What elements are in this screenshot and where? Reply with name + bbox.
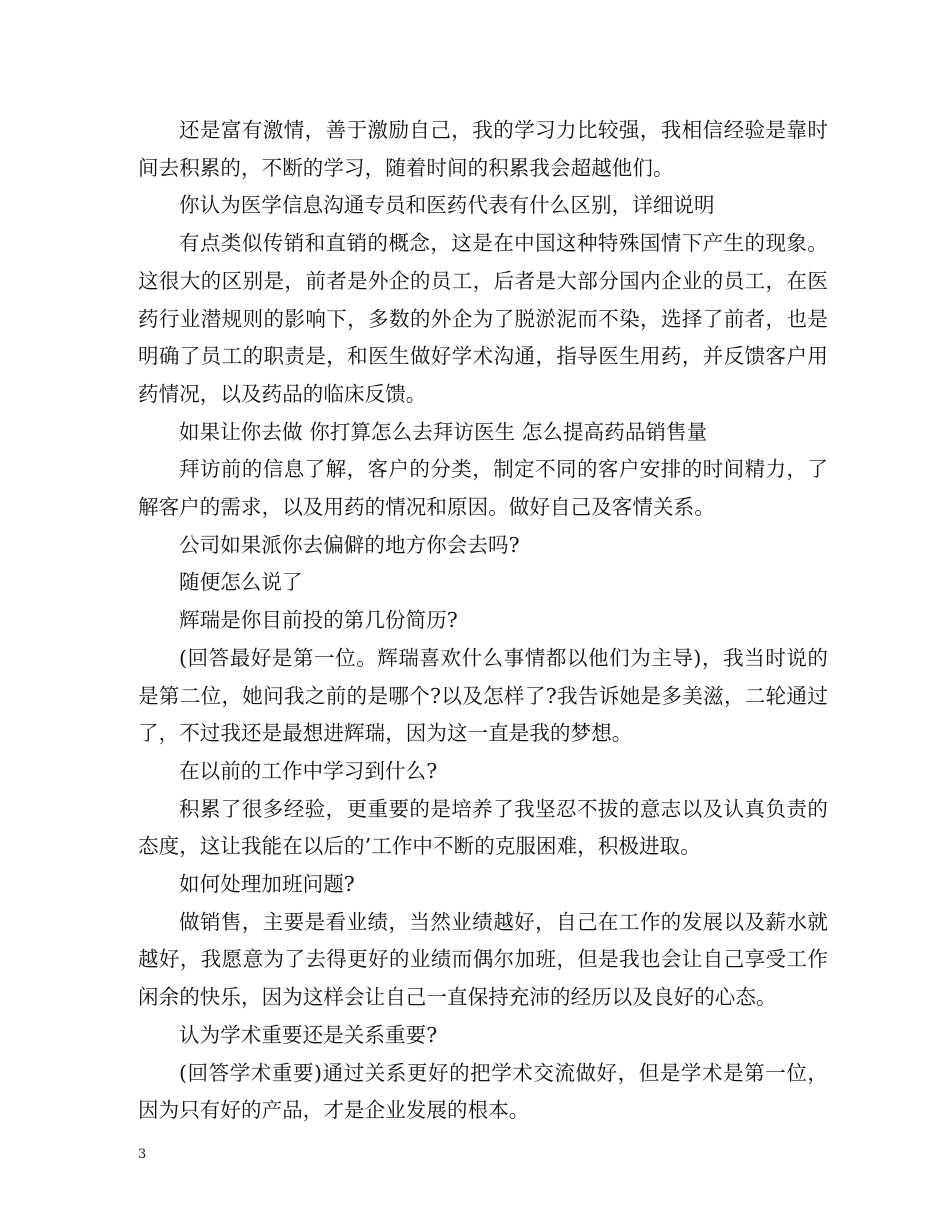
paragraph-answer-academic-vs-relation: (回答学术重要)通过关系更好的把学术交流做好，但是学术是第一位，因为只有好的产品，才是企业发展的根本。 [138,1060,828,1123]
paragraph-question-remote-place: 公司如果派你去偏僻的地方你会去吗? [179,532,520,557]
paragraph-answer-difference: 有点类似传销和直销的概念，这是在中国这种特殊国情下产生的现象。这很大的区别是，前者是外企的员工，后者是大部分国内企业的员工，在医药行业潜规则的影响下，多数的外企为了脱淤泥而不染，选择了前者，也是明确了员工的职责是，和医生做好学术沟通，指导医生用药，并反馈客户用药情况，以及药品的临床反馈。 [138,231,828,406]
paragraph-question-overtime: 如何处理加班问题? [179,872,355,897]
paragraph-question-past-work: 在以前的工作中学习到什么? [179,758,438,783]
paragraph-question-difference: 你认为医学信息沟通专员和医药代表有什么区别，详细说明 [179,193,715,218]
paragraph-answer-visit-doctor: 拜访前的信息了解，客户的分类，制定不同的客户安排的时间精力，了解客户的需求，以及用药的情况和原因。做好自己及客情关系。 [138,457,828,520]
paragraph-question-resume-count: 辉瑞是你目前投的第几份简历? [179,608,458,633]
paragraph-answer-overtime: 做销售，主要是看业绩，当然业绩越好，自己在工作的发展以及薪水就越好，我愿意为了去得更好的业绩而偶尔加班，但是我也会让自己享受工作闲余的快乐，因为这样会让自己一直保持充沛的经历以及良好的心态。 [138,909,828,1010]
paragraph-answer-remote-place: 随便怎么说了 [179,570,303,595]
paragraph-answer-resume-count: (回答最好是第一位。辉瑞喜欢什么事情都以他们为主导)，我当时说的是第二位，她问我之前的是哪个?以及怎样了?我告诉她是多美滋，二轮通过了，不过我还是最想进辉瑞，因为这一直是我的梦想。 [138,645,828,746]
paragraph-intro-answer: 还是富有激情，善于激励自己，我的学习力比较强，我相信经验是靠时间去积累的，不断的学习，随着时间的积累我会超越他们。 [138,118,828,180]
paragraph-question-visit-doctor: 如果让你去做 你打算怎么去拜访医生 怎么提高药品销售量 [179,419,708,444]
paragraph-question-academic-vs-relation: 认为学术重要还是关系重要? [179,1022,438,1047]
paragraph-answer-past-work: 积累了很多经验，更重要的是培养了我坚忍不拔的意志以及认真负责的态度，这让我能在以后的’工作中不断的克服困难，积极进取。 [138,796,828,859]
page-body [138,112,828,1130]
page-number: 3 [138,1147,147,1162]
